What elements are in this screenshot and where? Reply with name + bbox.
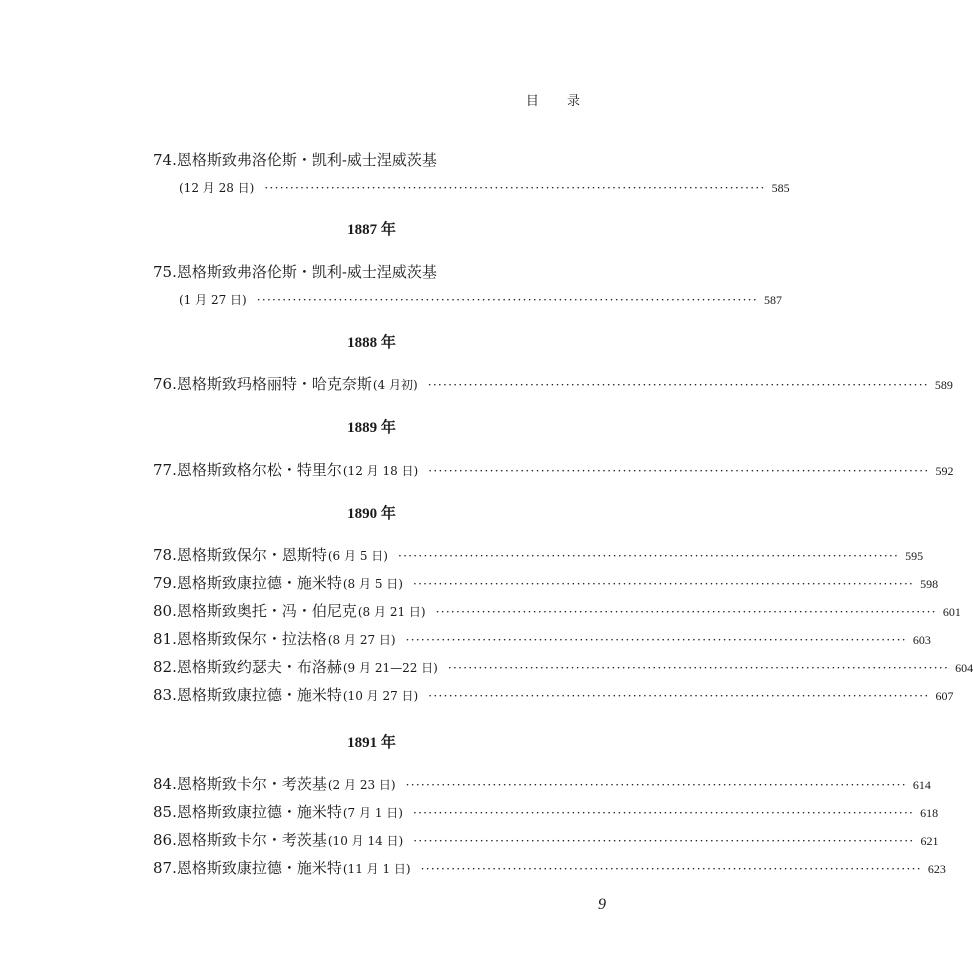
dot-leader: ··································································································: [412, 806, 915, 820]
dot-leader: ··································································································: [256, 293, 758, 307]
running-head: 目 录: [525, 94, 592, 109]
entry-title: 恩格斯致康拉德・施米特: [176, 859, 342, 877]
entry-date: (6 月 5 日): [327, 549, 388, 563]
entry-date: (2 月 23 日): [327, 778, 396, 792]
entry-number: 86.: [153, 831, 177, 849]
entry-date: (8 月 27 日): [327, 633, 396, 647]
dot-leader: ··································································································: [397, 549, 900, 563]
page-folio: 9: [598, 896, 606, 913]
entry-number: 83.: [153, 686, 177, 704]
page-number: 601: [942, 605, 961, 619]
entry-date: (7 月 1 日): [342, 806, 403, 820]
year-heading: 1891 年: [347, 735, 396, 751]
year-heading: 1889 年: [347, 420, 396, 436]
toc-entry-79[interactable]: [153, 569, 939, 597]
entry-title: 恩格斯致弗洛伦斯・凯利-威士涅威茨基: [176, 263, 437, 281]
entry-title: 恩格斯致康拉德・施米特: [176, 574, 342, 592]
entry-date: (10 月 14 日): [327, 834, 404, 848]
entry-title: 恩格斯致玛格丽特・哈克奈斯: [176, 375, 372, 393]
page-number: 618: [920, 806, 939, 820]
toc-entry-80[interactable]: [153, 597, 961, 625]
page-number: 587: [763, 293, 782, 307]
entry-number: 82.: [153, 658, 177, 676]
toc-entry-75[interactable]: [153, 258, 782, 314]
year-heading: 1890 年: [347, 506, 396, 522]
page-number: 585: [771, 181, 790, 195]
entry-number: 79.: [153, 574, 177, 592]
entry-number: 75.: [153, 263, 177, 281]
entry-number: 78.: [153, 546, 177, 564]
year-heading: 1888 年: [347, 335, 396, 351]
toc-entry-86[interactable]: [153, 826, 939, 854]
entry-title: 恩格斯致康拉德・施米特: [176, 803, 342, 821]
toc-entry-74[interactable]: [153, 146, 790, 202]
entry-number: 77.: [153, 461, 177, 479]
toc-entry-81[interactable]: [153, 625, 931, 653]
toc-entry-87[interactable]: [153, 854, 946, 882]
year-heading: 1887 年: [347, 222, 396, 238]
entry-title: 恩格斯致保尔・恩斯特: [176, 546, 327, 564]
page-number: 589: [934, 378, 953, 392]
dot-leader: ··································································································: [420, 862, 922, 876]
entry-number: 87.: [153, 859, 177, 877]
entry-date: (8 月 5 日): [342, 577, 403, 591]
dot-leader: ··································································································: [405, 778, 907, 792]
toc-entry-84[interactable]: [153, 770, 931, 798]
page-number: 603: [912, 633, 931, 647]
toc-entry-85[interactable]: [153, 798, 939, 826]
toc-entry-78[interactable]: [153, 541, 924, 569]
entry-date: (1 月 27 日): [179, 293, 247, 307]
entry-number: 74.: [153, 151, 177, 169]
dot-leader: ··································································································: [427, 378, 929, 392]
page-number: 614: [912, 778, 931, 792]
entry-date: (12 月 18 日): [342, 464, 419, 478]
page-number: 595: [905, 549, 924, 563]
page-number: 621: [920, 834, 939, 848]
dot-leader: ··································································································: [405, 633, 907, 647]
page-number: 607: [935, 689, 954, 703]
dot-leader: ··································································································: [447, 661, 950, 675]
page-number: 592: [935, 464, 954, 478]
dot-leader: ··································································································: [428, 464, 930, 478]
entry-number: 80.: [153, 602, 177, 620]
page-number: 598: [920, 577, 939, 591]
entry-number: 81.: [153, 630, 177, 648]
entry-title: 恩格斯致约瑟夫・布洛赫: [176, 658, 342, 676]
entry-title: 恩格斯致格尔松・特里尔: [176, 461, 342, 479]
entry-number: 85.: [153, 803, 177, 821]
toc-entry-83[interactable]: [153, 681, 954, 709]
dot-leader: ··································································································: [264, 181, 766, 195]
toc-entry-76[interactable]: [153, 370, 953, 398]
entry-date: (4 月初): [372, 378, 418, 392]
dot-leader: ··································································································: [412, 577, 915, 591]
entry-title: 恩格斯致奥托・冯・伯尼克: [176, 602, 357, 620]
entry-date: (11 月 1 日): [342, 862, 411, 876]
toc-entry-82[interactable]: [153, 653, 973, 681]
entry-title: 恩格斯致卡尔・考茨基: [176, 775, 327, 793]
entry-title: 恩格斯致保尔・拉法格: [176, 630, 327, 648]
entry-date: (9 月 21—22 日): [342, 661, 438, 675]
dot-leader: ··································································································: [428, 689, 930, 703]
entry-date: (8 月 21 日): [357, 605, 426, 619]
page-number: 623: [927, 862, 946, 876]
entry-number: 84.: [153, 775, 177, 793]
entry-number: 76.: [153, 375, 177, 393]
page-number: 604: [955, 661, 973, 675]
entry-title: 恩格斯致康拉德・施米特: [176, 686, 342, 704]
entry-title: 恩格斯致弗洛伦斯・凯利-威士涅威茨基: [176, 151, 437, 169]
dot-leader: ··································································································: [435, 605, 937, 619]
entry-title: 恩格斯致卡尔・考茨基: [176, 831, 327, 849]
dot-leader: ··································································································: [413, 834, 915, 848]
toc-entry-77[interactable]: [153, 456, 954, 484]
entry-date: (10 月 27 日): [342, 689, 419, 703]
entry-date: (12 月 28 日): [179, 181, 255, 195]
